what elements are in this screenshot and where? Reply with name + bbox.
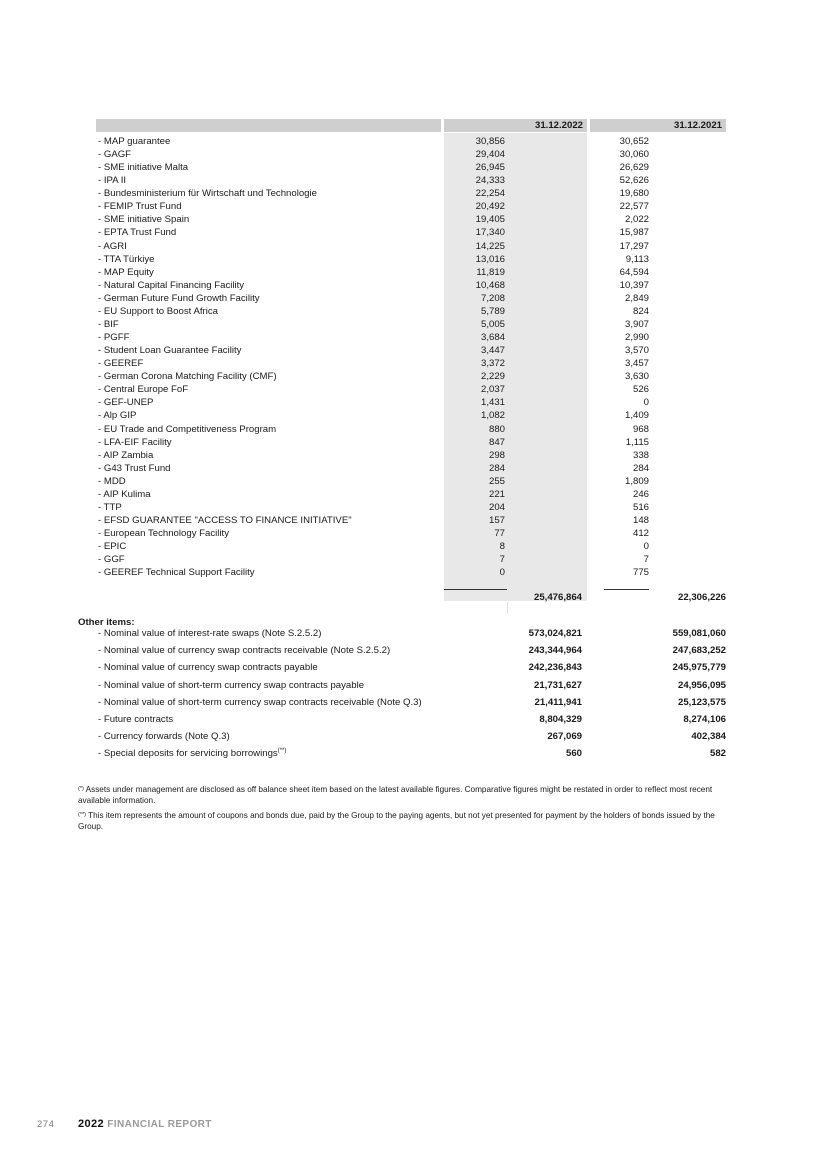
row-label: - German Future Fund Growth Facility [98, 292, 260, 304]
row-label: - Central Europe FoF [98, 384, 189, 396]
row-value-2021: 0 [643, 397, 649, 409]
row-value-2021: 10,397 [619, 279, 649, 291]
subtotal-line-2022 [444, 589, 507, 590]
table-row [0, 279, 825, 292]
row-value-2022: 5,005 [480, 318, 505, 330]
row-value-2022: 3,684 [480, 332, 505, 344]
other-item-label [98, 696, 422, 710]
other-item-value-2022: 267,069 [547, 731, 582, 743]
row-value-2021: 22,577 [619, 201, 649, 213]
footnote-ref: (**) [277, 748, 287, 755]
row-value-2022: 255 [488, 475, 505, 487]
row-value-2021: 7 [643, 554, 649, 566]
row-value-2021: 3,907 [624, 318, 649, 330]
other-item-label-text: - Currency forwards (Note Q.3) [98, 731, 230, 743]
row-label: - LFA-EIF Facility [98, 436, 172, 448]
row-label: - GEEREF Technical Support Facility [98, 567, 255, 579]
report-title [78, 1118, 212, 1130]
table-row [0, 488, 825, 501]
row-label: - Student Loan Guarantee Facility [98, 345, 242, 357]
row-value-2021: 30,652 [619, 136, 649, 147]
other-item-row [0, 644, 825, 658]
row-value-2022: 298 [488, 449, 505, 461]
other-item-value-2022: 21,731,627 [533, 679, 582, 691]
other-item-label-text: - Nominal value of currency swap contracts payable [98, 662, 318, 674]
table-row [0, 331, 825, 344]
row-value-2021: 19,680 [619, 188, 649, 200]
row-value-2022: 19,405 [475, 214, 505, 226]
row-value-2021: 775 [632, 567, 649, 579]
row-label: - GEEREF [98, 358, 144, 370]
table-row [0, 318, 825, 331]
footnote-1 [78, 784, 728, 806]
row-value-2021: 3,570 [624, 345, 649, 357]
row-label: - EPIC [98, 541, 127, 553]
row-label: - BIF [98, 318, 119, 330]
table-row [0, 475, 825, 488]
row-value-2022: 13,016 [475, 253, 505, 265]
report-year: 2022 [78, 1118, 105, 1130]
other-item-label [98, 679, 364, 693]
row-value-2022: 7,208 [480, 292, 505, 304]
other-item-label-text: - Future contracts [98, 714, 174, 725]
row-label: - IPA II [98, 175, 127, 187]
table-row [0, 540, 825, 553]
other-item-value-2021: 559,081,060 [672, 628, 726, 639]
footnote-1-text: Assets under management are disclosed as off balance sheet item based on the latest available figures. Comparative figures might be restated in order to reflect most recent available information. [78, 785, 713, 805]
other-item-row [0, 696, 825, 710]
row-value-2021: 3,630 [624, 371, 649, 383]
row-label: - GAGF [98, 149, 132, 161]
row-value-2022: 7 [499, 554, 505, 566]
row-value-2022: 17,340 [475, 227, 505, 239]
row-label: - FEMIP Trust Fund [98, 201, 182, 213]
row-value-2021: 9,113 [625, 253, 649, 265]
row-value-2022: 3,447 [480, 345, 505, 357]
row-label: - EU Trade and Competitiveness Program [98, 423, 277, 435]
row-value-2021: 824 [632, 305, 649, 317]
other-item-label [98, 661, 318, 675]
other-item-row [0, 747, 825, 761]
row-value-2022: 22,254 [475, 188, 505, 200]
row-value-2021: 148 [632, 515, 649, 527]
total-2021: 22,306,226 [677, 592, 726, 603]
table-row [0, 383, 825, 396]
row-label: - EFSD GUARANTEE "ACCESS TO FINANCE INITIATIVE" [98, 515, 352, 527]
row-label: - German Corona Matching Facility (CMF) [98, 371, 277, 383]
row-label: - GGF [98, 554, 125, 566]
row-label: - European Technology Facility [98, 528, 230, 540]
table-header [96, 119, 726, 132]
table-row [0, 553, 825, 566]
other-item-label [98, 747, 286, 761]
row-value-2021: 246 [632, 488, 649, 500]
table-row [0, 462, 825, 475]
row-value-2022: 11,819 [476, 266, 505, 278]
table-row [0, 148, 825, 161]
row-value-2022: 10,468 [475, 279, 505, 291]
other-item-label-text: - Special deposits for servicing borrowings [98, 748, 278, 760]
table-row [0, 344, 825, 357]
row-value-2022: 26,945 [475, 162, 505, 174]
table-row [0, 161, 825, 174]
row-label: - GEF-UNEP [98, 397, 154, 409]
table-row [0, 187, 825, 200]
row-value-2022: 20,492 [475, 201, 505, 213]
row-value-2022: 0 [499, 567, 505, 579]
total-row [0, 591, 825, 604]
row-label: - SME initiative Malta [98, 162, 189, 174]
header-label-cell [96, 119, 441, 132]
table-row [0, 292, 825, 305]
row-value-2022: 3,372 [480, 358, 505, 370]
other-item-value-2021: 245,975,779 [672, 662, 726, 674]
other-item-row [0, 627, 825, 641]
table-row [0, 501, 825, 514]
row-value-2021: 0 [643, 541, 649, 553]
row-label: - TTP [98, 501, 122, 513]
row-value-2022: 1,431 [480, 397, 505, 409]
table-row [0, 423, 825, 436]
row-value-2022: 880 [488, 423, 505, 435]
row-value-2021: 3,457 [624, 358, 649, 370]
other-items-heading: Other items: [78, 617, 135, 628]
row-value-2021: 30,060 [619, 149, 649, 161]
row-label: - SME initiative Spain [98, 214, 190, 226]
table-row [0, 566, 825, 579]
row-label: - EPTA Trust Fund [98, 227, 177, 239]
row-value-2021: 52,626 [619, 175, 649, 187]
row-value-2021: 968 [632, 423, 649, 435]
row-value-2021: 1,809 [624, 475, 649, 487]
row-label: - G43 Trust Fund [98, 462, 171, 474]
row-value-2022: 14,225 [475, 240, 505, 252]
row-label: - Alp GIP [98, 410, 137, 422]
other-item-label [98, 730, 230, 744]
other-item-value-2021: 247,683,252 [672, 645, 726, 657]
table-row [0, 527, 825, 540]
row-value-2021: 516 [632, 501, 649, 513]
row-value-2021: 2,990 [624, 332, 649, 344]
table-row [0, 370, 825, 383]
table-row [0, 240, 825, 253]
row-value-2022: 204 [488, 501, 505, 513]
other-item-row [0, 661, 825, 675]
row-value-2022: 8 [499, 541, 505, 553]
other-item-value-2022: 573,024,821 [528, 628, 582, 639]
other-item-value-2022: 8,804,329 [539, 714, 582, 725]
row-value-2021: 338 [632, 449, 649, 461]
row-label: - AIP Kulima [98, 488, 151, 500]
other-item-value-2021: 25,123,575 [677, 696, 726, 708]
table-row [0, 174, 825, 187]
row-value-2022: 77 [494, 528, 505, 540]
other-item-value-2022: 243,344,964 [528, 645, 582, 657]
row-value-2022: 29,404 [475, 149, 505, 161]
row-value-2021: 1,409 [624, 410, 649, 422]
row-value-2021: 526 [632, 384, 649, 396]
total-2022: 25,476,864 [533, 592, 582, 603]
footnote-2 [78, 810, 728, 832]
row-value-2022: 1,082 [480, 410, 505, 422]
footnote-2-mark: (**) [78, 812, 86, 818]
table-row [0, 226, 825, 239]
other-item-value-2021: 24,956,095 [677, 679, 726, 691]
row-label: - Bundesministerium für Wirtschaft und Technologie [98, 188, 317, 200]
other-item-label-text: - Nominal value of interest-rate swaps (Note S.2.5.2) [98, 628, 322, 639]
table-row [0, 436, 825, 449]
row-label: - TTA Türkiye [98, 253, 155, 265]
row-value-2022: 2,037 [480, 384, 505, 396]
row-value-2022: 30,856 [475, 136, 505, 147]
table-row [0, 357, 825, 370]
other-item-label-text: - Nominal value of currency swap contracts receivable (Note S.2.5.2) [98, 645, 391, 657]
other-item-label [98, 627, 321, 641]
row-value-2021: 17,297 [619, 240, 649, 252]
row-label: - PGFF [98, 332, 130, 344]
table-row [0, 200, 825, 213]
subtotal-line-2021 [604, 589, 649, 590]
other-item-row [0, 713, 825, 727]
row-value-2021: 1,115 [625, 436, 649, 448]
column-header-2021: 31.12.2021 [673, 120, 722, 131]
other-item-row [0, 730, 825, 744]
other-item-value-2022: 21,411,941 [534, 696, 582, 708]
row-value-2021: 2,022 [624, 214, 649, 226]
report-title-text: FINANCIAL REPORT [107, 1119, 212, 1130]
table-row [0, 266, 825, 279]
table-row [0, 135, 825, 148]
table-row [0, 253, 825, 266]
other-item-label [98, 713, 173, 727]
row-label: - EU Support to Boost Africa [98, 305, 218, 317]
row-value-2022: 5,789 [480, 305, 505, 317]
row-value-2021: 26,629 [619, 162, 649, 174]
row-label: - MAP guarantee [98, 136, 171, 147]
row-value-2022: 2,229 [480, 371, 505, 383]
table-row [0, 396, 825, 409]
row-value-2021: 64,594 [619, 266, 649, 278]
row-label: - MDD [98, 475, 126, 487]
footnote-1-mark: (*) [78, 786, 84, 792]
other-item-value-2021: 8,274,106 [683, 714, 726, 725]
column-header-2022: 31.12.2022 [534, 120, 583, 131]
other-item-value-2022: 242,236,843 [528, 662, 582, 674]
row-label: - AGRI [98, 240, 127, 252]
other-item-value-2022: 560 [565, 748, 582, 760]
row-value-2022: 24,333 [475, 175, 505, 187]
row-label: - AIP Zambia [98, 449, 154, 461]
row-value-2021: 412 [632, 528, 649, 540]
other-item-row [0, 679, 825, 693]
other-item-value-2021: 582 [709, 748, 726, 760]
row-value-2021: 284 [632, 462, 649, 474]
table-row [0, 449, 825, 462]
other-item-label [98, 644, 390, 658]
other-item-value-2021: 402,384 [691, 731, 726, 743]
row-label: - Natural Capital Financing Facility [98, 279, 245, 291]
footnote-2-text: This item represents the amount of coupons and bonds due, paid by the Group to the paying agents, but not yet presented for payment by the holders of bonds issued by the Group. [78, 811, 715, 831]
table-row [0, 213, 825, 226]
table-row [0, 514, 825, 527]
page-number: 274 [37, 1119, 55, 1130]
table-row [0, 409, 825, 422]
other-item-label-text: - Nominal value of short-term currency swap contracts receivable (Note Q.3) [98, 696, 422, 708]
other-item-label-text: - Nominal value of short-term currency swap contracts payable [98, 679, 365, 691]
row-label: - MAP Equity [98, 266, 154, 278]
row-value-2022: 221 [488, 488, 505, 500]
row-value-2022: 157 [488, 515, 505, 527]
table-row [0, 305, 825, 318]
row-value-2021: 2,849 [624, 292, 649, 304]
row-value-2022: 284 [488, 462, 505, 474]
row-value-2022: 847 [488, 436, 505, 448]
row-value-2021: 15,987 [619, 227, 649, 239]
